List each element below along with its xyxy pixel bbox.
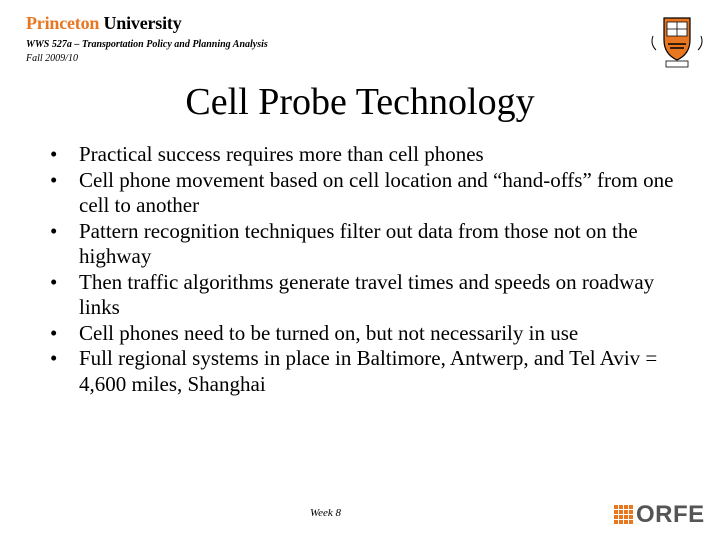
bullet-dot: • xyxy=(50,269,58,294)
bullet-item xyxy=(48,142,698,168)
bullet-text: Cell phone movement based on cell location and “hand-offs” from one cell to another xyxy=(79,167,674,217)
bullet-item xyxy=(48,346,698,397)
bullet-list xyxy=(48,142,698,397)
orfe-logo xyxy=(614,503,705,527)
bullet-text: Practical success requires more than cell phones xyxy=(79,142,484,166)
orfe-logo-text: ORFE xyxy=(636,501,705,528)
bullet-dot: • xyxy=(50,142,58,166)
slide-title: Cell Probe Technology xyxy=(185,81,535,123)
orfe-grid-icon xyxy=(614,505,634,525)
bullet-text: Pattern recognition techniques filter out data from those not on the highway xyxy=(79,218,638,268)
bullet-dot: • xyxy=(50,320,58,345)
princeton-shield-icon xyxy=(648,14,706,70)
bullet-item xyxy=(48,321,698,347)
course-term: Fall 2009/10 xyxy=(26,53,78,64)
logo-university-text: University xyxy=(103,13,182,33)
bullet-text: Full regional systems in place in Baltimore, Antwerp, and Tel Aviv = 4,600 miles, Shanghai xyxy=(79,346,658,396)
bullet-dot: • xyxy=(50,218,58,243)
bullet-dot: • xyxy=(50,167,58,192)
bullet-dot: • xyxy=(50,346,58,370)
bullet-item xyxy=(48,168,698,219)
bullet-text: Cell phones need to be turned on, but not necessarily in use xyxy=(79,320,579,345)
course-title: WWS 527a – Transportation Policy and Planning Analysis xyxy=(26,39,268,50)
footer-week-label: Week 8 xyxy=(310,507,342,519)
bullet-item xyxy=(48,270,698,321)
bullet-item xyxy=(48,219,698,270)
bullet-text: Then traffic algorithms generate travel times and speeds on roadway links xyxy=(79,269,655,319)
princeton-logo xyxy=(26,13,182,34)
logo-princeton-text: Princeton xyxy=(26,13,100,33)
